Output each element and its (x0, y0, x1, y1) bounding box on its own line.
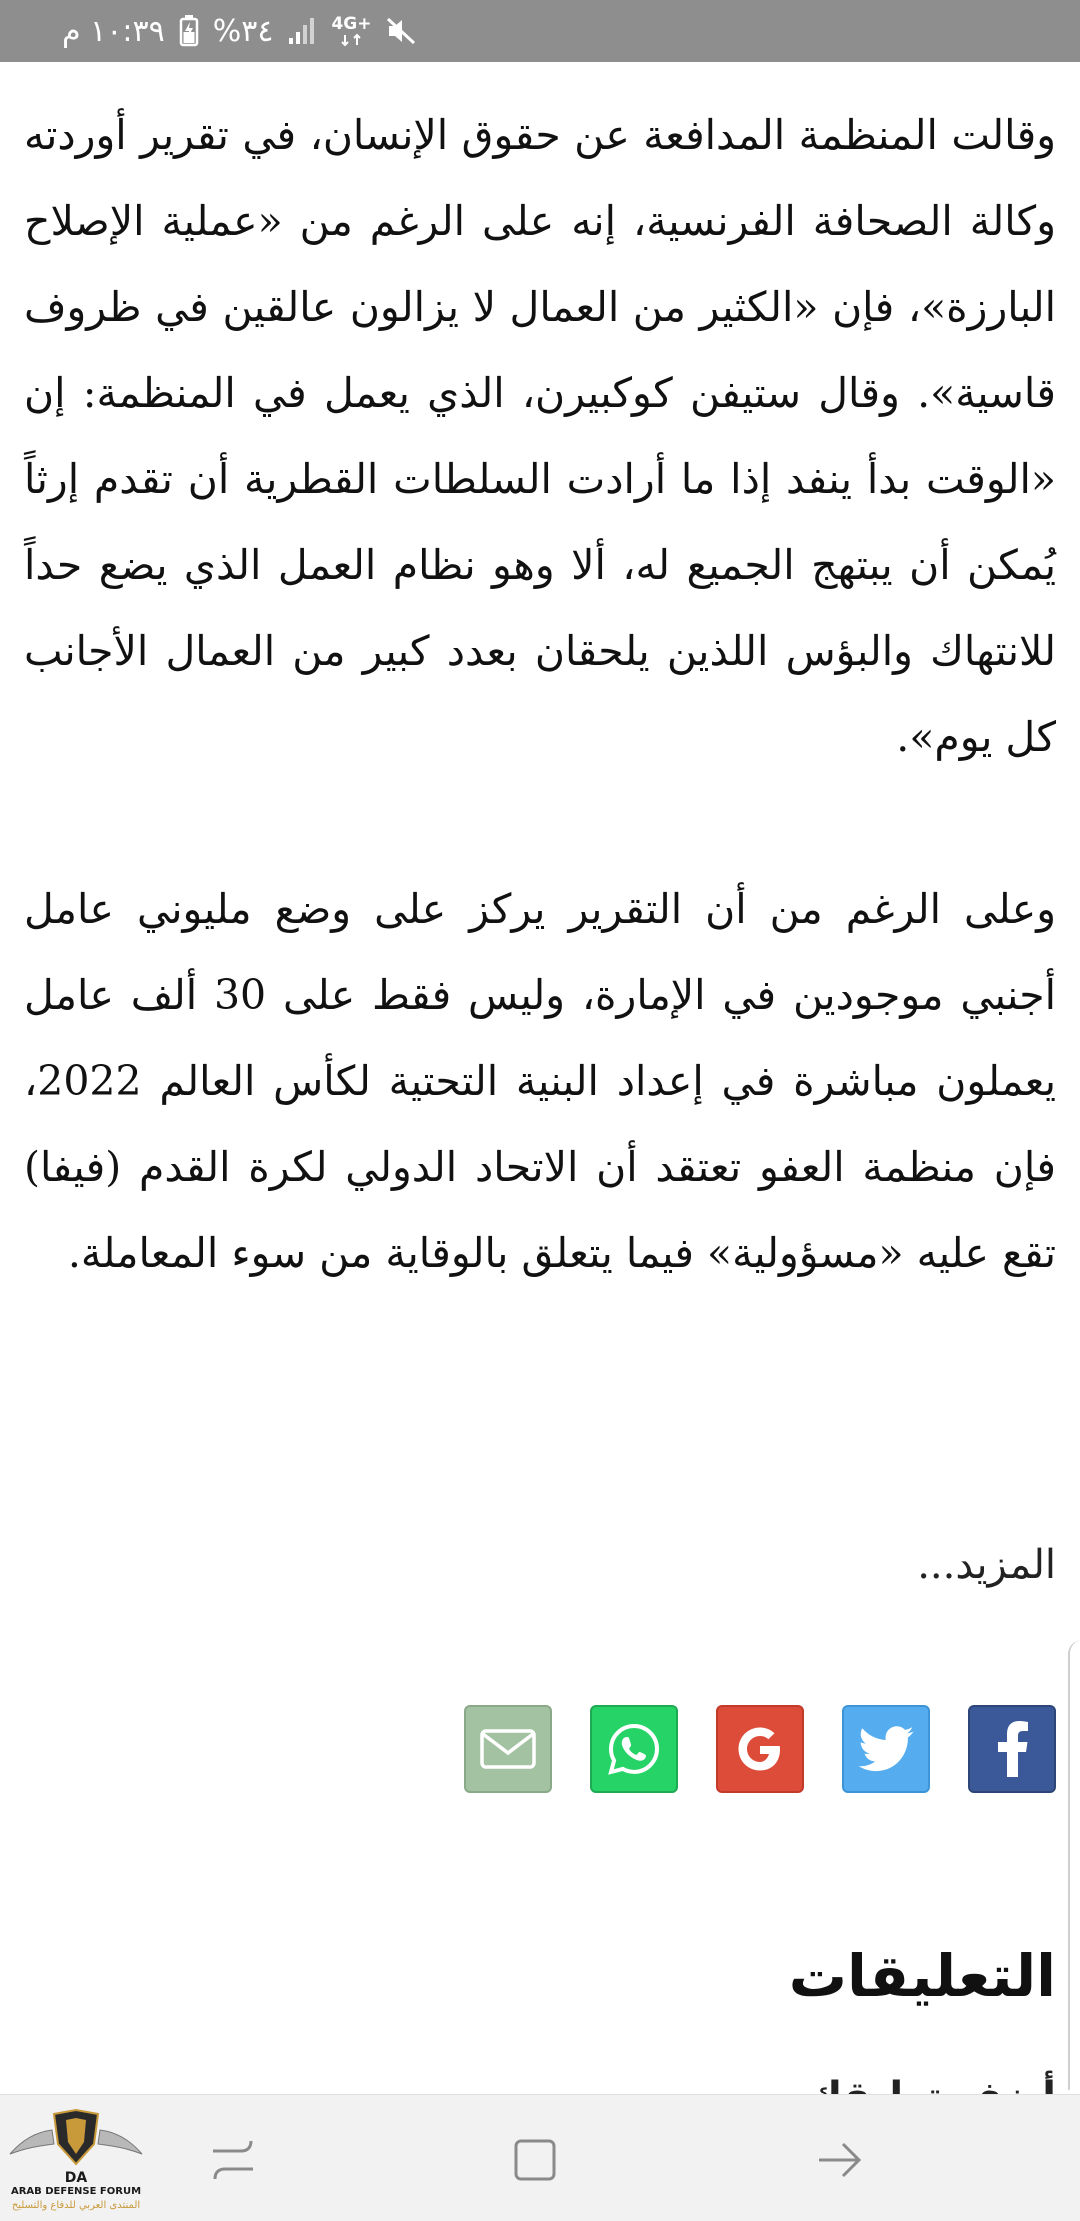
mute-icon (385, 16, 417, 46)
google-icon (733, 1722, 787, 1776)
whatsapp-icon (606, 1721, 662, 1777)
status-battery-percent: %٣٤ (212, 13, 274, 49)
article-paragraph-2: وعلى الرغم من أن التقرير يركز على وضع مليوني عامل أجنبي موجودين في الإمارة، وليس فقط على 30 ألف عامل يعملون مباشرة في إعداد البنية التحتية لكأس العالم 2022، فإن منظمة العفو تعتقد أن الاتحاد الدولي لكرة القدم (فيفا) تقع عليه «مسؤولية» فيما يتعلق بالوقاية من سوء المعاملة. (24, 885, 1056, 1277)
share-facebook-button[interactable] (968, 1705, 1056, 1793)
winged-shield-icon (6, 2104, 146, 2174)
signal-icon (287, 16, 317, 46)
home-icon (513, 2138, 557, 2182)
network-4g-icon: 4G+ (331, 16, 371, 47)
side-panel-edge[interactable] (1068, 1640, 1080, 2090)
recents-icon (207, 2135, 259, 2185)
comments-title: التعليقات (788, 1942, 1056, 2010)
twitter-icon (858, 1726, 914, 1772)
status-bar-left (62, 0, 417, 62)
watermark-arabic: المنتدى العربي للدفاع والتسليح (11, 2200, 141, 2211)
share-email-button[interactable] (464, 1705, 552, 1793)
watermark-english: ARAB DEFENSE FORUM (10, 2186, 142, 2197)
back-button[interactable] (804, 2125, 874, 2195)
watermark-abbr: DA (64, 2170, 88, 2186)
navigation-bar (0, 2094, 1080, 2221)
share-whatsapp-button[interactable] (590, 1705, 678, 1793)
back-icon (815, 2138, 863, 2182)
home-button[interactable] (500, 2125, 570, 2195)
email-icon (480, 1729, 536, 1769)
more-link[interactable]: المزيد... (917, 1542, 1056, 1588)
share-google-button[interactable] (716, 1705, 804, 1793)
article-paragraph-1: وقالت المنظمة المدافعة عن حقوق الإنسان، في تقرير أوردته وكالة الصحافة الفرنسية، إنه على الرغم من «عملية الإصلاح البارزة»، فإن «الكثير من العمال لا يزالون عالقين في ظروف قاسية». وقال ستيفن كوكبيرن، الذي يعمل في المنظمة: إن «الوقت بدأ ينفد إذا ما أرادت السلطات القطرية أن تقدم إرثاً يُمكن أن يبتهج الجميع له، ألا وهو نظام العمل الذي يضع حداً للانتهاك والبؤس اللذين يلحقان بعدد كبير من العمال الأجانب كل يوم». (24, 111, 1056, 761)
facebook-icon (992, 1721, 1032, 1777)
recents-button[interactable] (198, 2125, 268, 2195)
status-time: ١٠:٣٩ م (62, 13, 165, 49)
share-buttons (464, 1705, 1056, 1793)
battery-icon (179, 15, 199, 47)
watermark-logo (6, 2104, 146, 2216)
status-bar (0, 0, 1080, 62)
share-twitter-button[interactable] (842, 1705, 930, 1793)
